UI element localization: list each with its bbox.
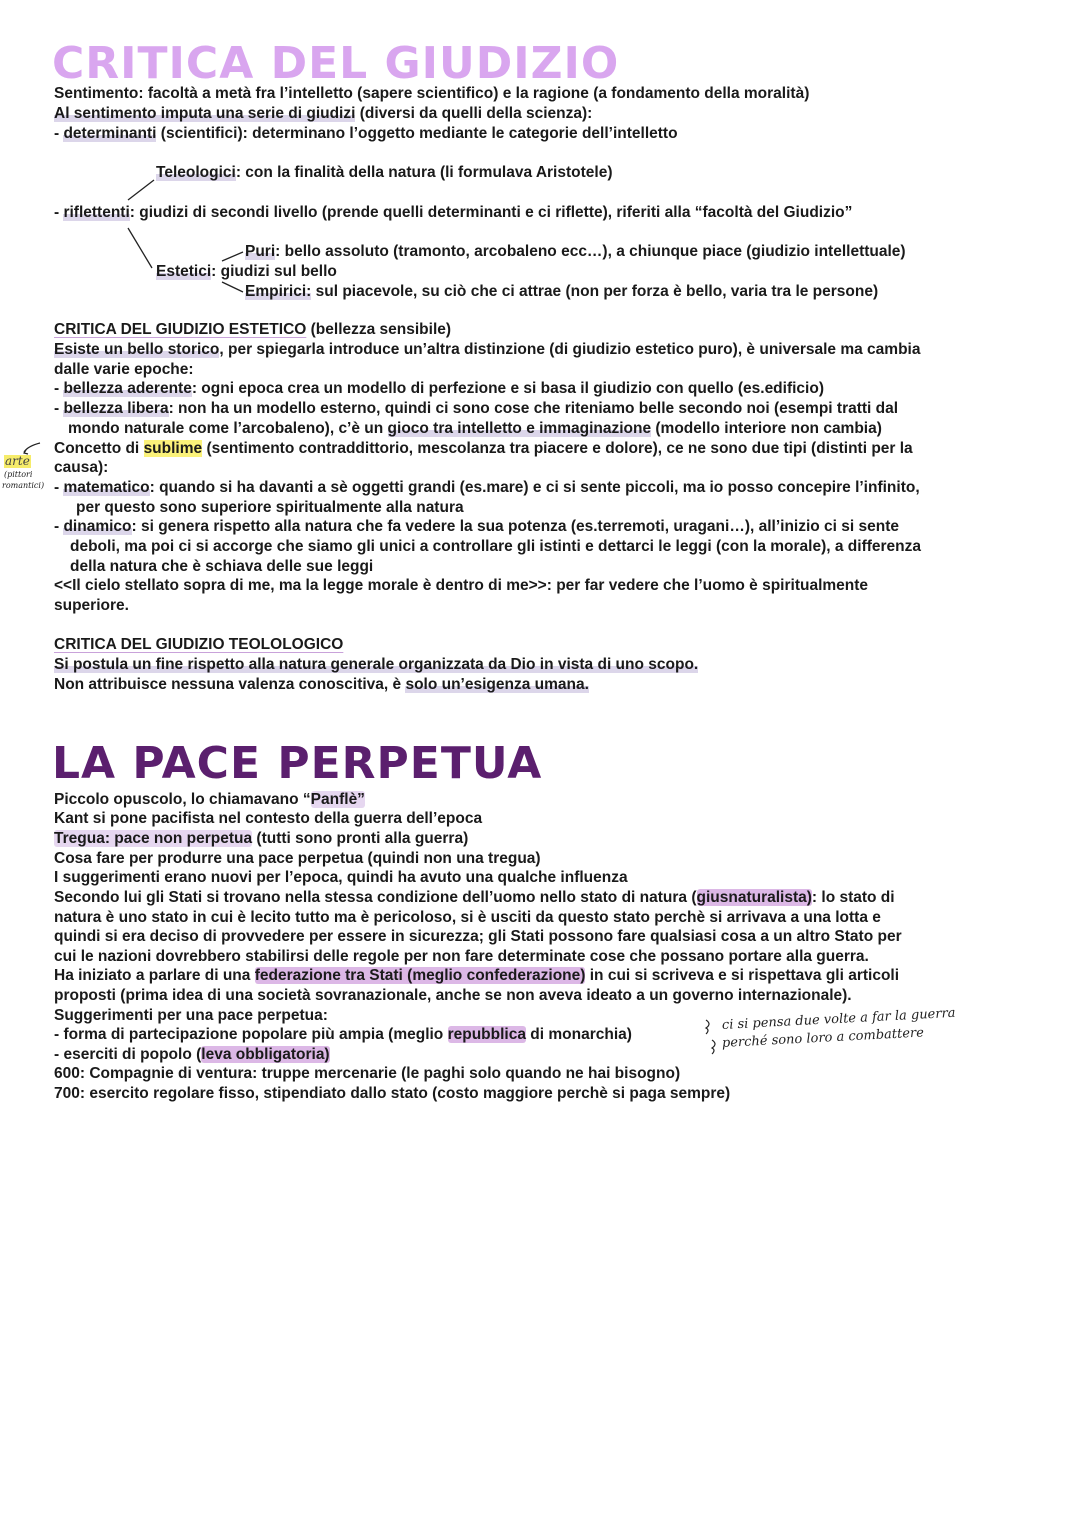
bullet: -	[54, 204, 64, 221]
text-span: : non ha un modello esterno, quindi ci sono cose che riteniamo belle secondo noi (esempi tratti dal	[168, 400, 899, 417]
margin-arrow	[24, 443, 40, 452]
text-line: 600: Compagnie di ventura: truppe mercenarie (le paghi solo quando ne hai bisogno)	[54, 1065, 681, 1082]
text-line: natura è uno stato in cui è lecito tutto ma è pericoloso, si è usciti da questo stato perchè si arrivava a una lotta e	[54, 909, 881, 926]
text-span: - forma di partecipazione popolare più ampia (meglio	[54, 1026, 448, 1043]
text-span: (diversi da quelli della scienza):	[355, 105, 593, 122]
text-line: proposti (prima idea di una società sovranazionale, anche se non aveva ideato a un governo internazionale).	[54, 987, 852, 1004]
connector-line	[222, 282, 243, 292]
text-span: di monarchia)	[525, 1026, 632, 1043]
text-span: : si genera rispetto alla natura che fa vedere la sua potenza (es.terremoti, uragani…), all’inizio ci si sente	[131, 518, 900, 535]
text-line: quindi si era deciso di provvedere per essere in sicurezza; gli Stati possono fare qualsiasi cosa a un altro Stato per	[54, 928, 902, 945]
text-line	[54, 320, 451, 340]
connector-line	[222, 252, 243, 261]
text-line	[54, 655, 698, 675]
brace	[706, 1020, 709, 1034]
text-line	[54, 635, 343, 655]
margin-note-word: arte	[5, 454, 30, 468]
text-line	[54, 1045, 330, 1065]
text-line: deboli, ma poi ci si accorge che siamo gli unici a controllare gli istinti e dettarci le leggi (con la morale), a differenza	[70, 538, 922, 555]
text-span: : lo stato di	[811, 889, 895, 906]
text-span: Piccolo opuscolo, lo chiamavano “	[54, 791, 311, 808]
keyword: repubblica	[447, 1026, 526, 1043]
keyword: bellezza libera	[63, 400, 169, 417]
text-span: , per spiegarla introduce un’altra distinzione (di giudizio estetico puro), è universale ma cambia	[219, 341, 921, 358]
text-line: causa):	[54, 459, 109, 476]
text-span: : quando si ha davanti a sè oggetti grandi (es.mare) e ci si sente piccoli, ma io posso concepire l’infinito,	[149, 479, 920, 496]
text-span: sul piacevole, su ciò che ci attrae (non per forza è bello, varia tra le persone)	[311, 283, 879, 300]
text-line: Kant si pone pacifista nel contesto della guerra dell’epoca	[54, 810, 483, 827]
bullet: -	[54, 125, 64, 142]
handwritten-note: ci si pensa due volte a far la guerra	[721, 1005, 956, 1033]
keyword-sublime: sublime	[143, 440, 203, 457]
text-span: Secondo lui gli Stati si trovano nella stessa condizione dell’uomo nello stato di natura (	[54, 889, 697, 906]
text-span: Non attribuisce nessuna valenza conoscitiva, è	[54, 676, 406, 693]
text-span: (scientifici): determinano l’oggetto mediante le categorie dell’intelletto	[156, 125, 678, 142]
text-line: superiore.	[54, 597, 129, 614]
keyword: Teleologici	[156, 164, 236, 181]
text-line	[54, 675, 589, 695]
subheading-estetico: CRITICA DEL GIUDIZIO ESTETICO	[54, 321, 307, 338]
subheading-teleologico: CRITICA DEL GIUDIZIO TEOLOLOGICO	[54, 636, 344, 653]
bullet: -	[54, 380, 64, 397]
text-span: : ogni epoca crea un modello di perfezione e si basa il giudizio con quello (es.edificio)	[191, 380, 824, 397]
text-span: Concetto di	[54, 440, 144, 457]
text-line: Sentimento: facoltà a metà fra l’intelletto (sapere scientifico) e la ragione (a fondamento della moralità)	[54, 85, 810, 102]
text-span: (bellezza sensibile)	[306, 321, 452, 338]
highlight: federazione tra Stati (meglio confederazione)	[254, 967, 586, 984]
margin-note-sub: (pittori	[4, 470, 33, 479]
text-span: in cui si scriveva e si rispettava gli articoli	[585, 967, 900, 984]
highlight: Al sentimento imputa una serie di giudizi	[54, 105, 356, 122]
text-line	[54, 399, 898, 419]
text-line	[54, 829, 468, 849]
keyword: determinanti	[63, 125, 157, 142]
keyword: leva obbligatoria)	[201, 1046, 330, 1063]
text-line: I suggerimenti erano nuovi per l’epoca, quindi ha avuto una qualche influenza	[54, 869, 628, 886]
margin-note-sub: romantici)	[2, 481, 45, 490]
text-line	[54, 439, 913, 459]
keyword: dinamico	[63, 518, 132, 535]
connector-line	[128, 180, 154, 200]
keyword: Panflè”	[310, 791, 365, 808]
text-line: per questo sono superiore spiritualmente alla natura	[76, 499, 464, 516]
keyword: gioco tra intelletto e immaginazione	[387, 420, 652, 437]
text-line: 700: esercito regolare fisso, stipendiato dallo stato (costo maggiore perchè si paga sempre)	[54, 1085, 731, 1102]
keyword: riflettenti	[63, 204, 130, 221]
text-span: Ha iniziato a parlare di una	[54, 967, 255, 984]
text-span: (modello interiore non cambia)	[651, 420, 882, 437]
highlight: solo un’esigenza umana.	[405, 676, 589, 693]
text-line: <<Il cielo stellato sopra di me, ma la legge morale è dentro di me>>: per far vedere che l’uomo è spiritualmente	[54, 577, 869, 594]
text-line	[54, 1025, 632, 1045]
bullet: -	[54, 518, 64, 535]
text-span: : con la finalità della natura (li formulava Aristotele)	[235, 164, 613, 181]
text-span: mondo naturale come l’arcobaleno), c’è un	[68, 420, 388, 437]
highlight: Tregua: pace non perpetua	[54, 830, 253, 847]
text-span: : bello assoluto (tramonto, arcobaleno ecc…), a chiunque piace (giudizio intellettuale)	[275, 243, 906, 260]
text-span: (tutti sono pronti alla guerra)	[252, 830, 469, 847]
text-line	[54, 478, 920, 498]
keyword: Empirici:	[245, 283, 312, 300]
text-span: (sentimento contraddittorio, mescolanza tra piacere e dolore), ce ne sono due tipi (distinti per la	[202, 440, 913, 457]
text-line	[54, 888, 895, 908]
handwritten-note: perché sono loro a combattere	[721, 1025, 925, 1051]
keyword: giusnaturalista)	[696, 889, 812, 906]
brace	[712, 1040, 715, 1054]
highlight: Si postula un fine rispetto alla natura generale organizzata da Dio in vista di uno scopo.	[54, 656, 699, 673]
section-title-pace-perpetua: LA PACE PERPETUA	[52, 738, 543, 789]
highlight: Esiste un bello storico	[54, 341, 220, 358]
text-line	[54, 790, 365, 810]
bullet: -	[54, 479, 64, 496]
text-span: : giudizi sul bello	[211, 263, 337, 280]
text-line: Suggerimenti per una pace perpetua:	[54, 1007, 328, 1024]
bullet: -	[54, 400, 64, 417]
keyword: Puri	[245, 243, 276, 260]
section-title-critica-giudizio: CRITICA DEL GIUDIZIO	[52, 38, 620, 89]
text-line: dalle varie epoche:	[54, 361, 194, 378]
text-span: - eserciti di popolo (	[54, 1046, 202, 1063]
text-line	[54, 966, 899, 986]
text-line: cui le nazioni dovrebbero stabilirsi delle regole per non fare determinate cose che possano portare alla guerra.	[54, 948, 869, 965]
text-line	[54, 517, 899, 537]
text-line	[54, 379, 824, 399]
text-line	[54, 340, 920, 360]
text-line	[68, 419, 882, 439]
text-line: Cosa fare per produrre una pace perpetua (quindi non una tregua)	[54, 850, 541, 867]
keyword: matematico	[63, 479, 150, 496]
text-span: : giudizi di secondi livello (prende quelli determinanti e ci riflette), riferiti alla “facoltà del Giudizio”	[129, 204, 853, 221]
connector-line	[128, 228, 152, 268]
keyword: bellezza aderente	[63, 380, 192, 397]
text-line: della natura che è schiava delle sue leggi	[70, 558, 374, 575]
keyword: Estetici	[156, 263, 212, 280]
